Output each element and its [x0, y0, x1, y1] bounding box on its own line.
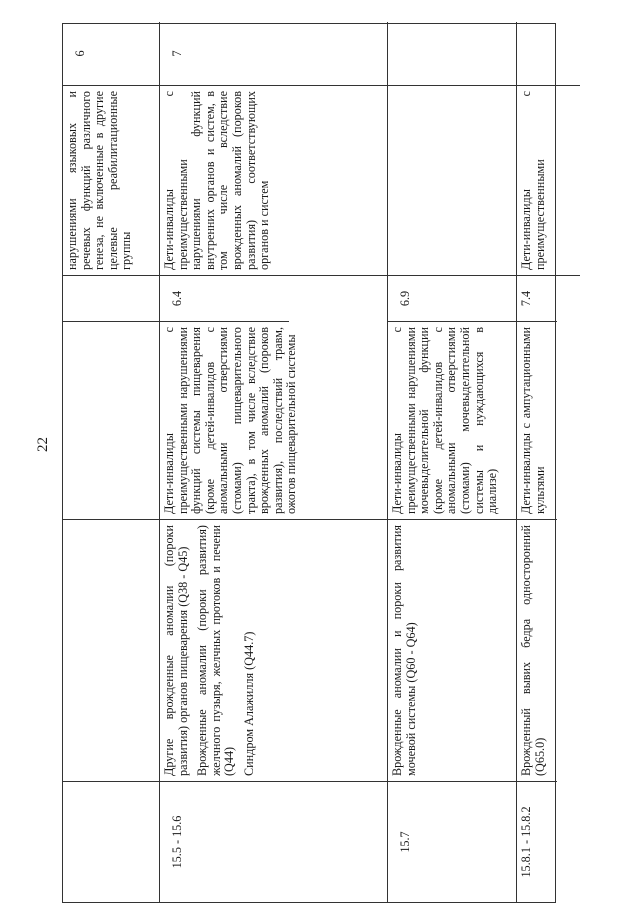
cell-code [517, 782, 557, 902]
cell-code [63, 782, 159, 902]
cell-contingent: Дети-инвалиды с преимущественными нарушениями функций внутренних органов и систем, в том числе вследствие врожденных аномалий (пороков развития) соответствующих органов и систем [160, 86, 580, 276]
row-subcode: 7.4 [519, 290, 533, 307]
cell-contingent: Дети-инвалиды с преимущественными [517, 86, 557, 276]
row-code: 15.8.1 - 15.8.2 [519, 806, 533, 878]
table-row [516, 22, 557, 902]
diagnosis-line: Синдром Алажилля (Q44.7) [241, 631, 256, 776]
row-number: 6 [73, 50, 87, 57]
diagnosis-line: Другие врожденные аномалии (пороки развития) органов пищеварения (Q38 - Q45) [162, 525, 190, 776]
table-row [159, 22, 387, 902]
page-number: 22 [35, 437, 51, 452]
rehab-table [62, 23, 556, 903]
cell-subcode [517, 276, 557, 322]
row-subcode: 6.9 [398, 290, 412, 307]
cell-diagnosis [63, 520, 159, 782]
table-row [387, 22, 516, 902]
cell-diagnosis [517, 520, 557, 782]
row-code: 15.5 - 15.6 [170, 815, 184, 869]
row-code: 15.7 [398, 831, 412, 853]
cell-category: Дети-инвалиды с преимущественными нарушениями функций системы пищеварения (кроме детей-инвалидов с аномальными отверстиями (стомами) пищеварительного тракта), в том числе вследствие врожденных аномалий (пороков развития), последствий травм, ожогов пищеварительной системы [160, 322, 387, 520]
cell-diagnosis [160, 520, 387, 782]
cell-category [63, 322, 159, 520]
cell-code [388, 782, 516, 902]
cell-diagnosis [388, 520, 516, 782]
diagnosis-line: Врожденные аномалии и пороки развития мочевой системы (Q60 - Q64) [390, 525, 418, 776]
cell-subcode [160, 276, 289, 322]
cell-category: Дети-инвалиды с ампутационными культями [517, 322, 557, 520]
diagnosis-line: Врожденный вывих бедра односторонний (Q65.0) [519, 525, 547, 776]
cell-number [63, 22, 159, 86]
cell-code [160, 782, 387, 902]
cell-contingent: нарушениями языковых и речевых функций различного генеза, не включенные в другие целевые реабилитационные группы [63, 86, 159, 276]
row-subcode: 6.4 [170, 290, 184, 307]
cell-subcode [388, 276, 516, 322]
cell-number [517, 22, 557, 86]
diagnosis-line: Врожденные аномалии (пороки развития) желчного пузыря, желчных протоков и печени (Q44) [195, 525, 237, 776]
cell-category: Дети-инвалиды с преимущественными нарушениями мочевыделительной функции (кроме детей-инвалидов с аномальными отверстиями (стомами) мочевыделительной системы и нуждающихся в диализе) [388, 322, 516, 520]
cell-subcode [63, 276, 159, 322]
table-row [63, 22, 159, 902]
row-number: 7 [170, 50, 184, 57]
